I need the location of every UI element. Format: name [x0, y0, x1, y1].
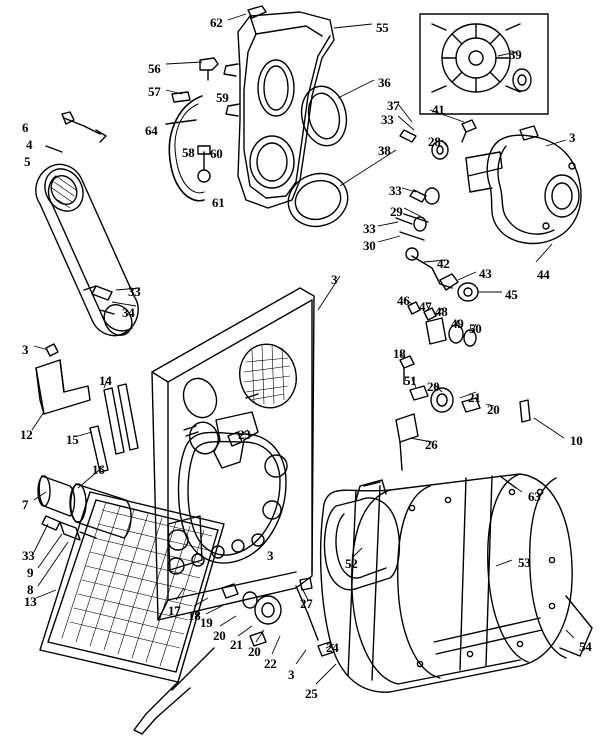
callout-number: 55 [376, 20, 389, 35]
callout-number: 20 [487, 402, 500, 417]
part-55-blower-duct [224, 12, 334, 208]
callout-number: 34 [122, 305, 135, 320]
callout-number: 33 [363, 221, 376, 236]
callout-number: 50 [469, 321, 482, 336]
callout-number: 49 [451, 316, 464, 331]
callout-number: 33 [128, 284, 141, 299]
callout-number: 3 [331, 272, 338, 287]
part-6-4-fasteners [46, 112, 106, 152]
callout-number: 47 [419, 299, 432, 314]
callout-number: 7 [22, 497, 29, 512]
callout-number: 33 [389, 183, 402, 198]
callout-number: 13 [24, 594, 37, 609]
part-8-9-33-fasteners-left [42, 516, 96, 540]
callout-number: 63 [528, 489, 541, 504]
callout-number: 33 [22, 548, 35, 563]
callout-number: 18 [188, 608, 201, 623]
callout-number: 4 [26, 137, 33, 152]
part-41-fastener [462, 120, 476, 142]
callout-number: 41 [432, 102, 445, 117]
callout-number: 6 [22, 120, 29, 135]
callout-number: 15 [66, 432, 79, 447]
callout-number: 12 [20, 427, 33, 442]
callout-number: 62 [210, 15, 223, 30]
callout-number: 20 [213, 628, 226, 643]
callout-number: 23 [238, 427, 251, 442]
callout-number: 36 [378, 75, 391, 90]
callout-number: 45 [505, 287, 518, 302]
callout-number: 18 [393, 346, 406, 361]
callout-number: 38 [378, 143, 391, 158]
callout-number: 58 [182, 145, 195, 160]
callout-number: 8 [27, 582, 34, 597]
callout-number: 60 [210, 146, 223, 161]
callout-number: 3 [569, 130, 576, 145]
callout-number: 19 [200, 615, 213, 630]
callout-number: 14 [99, 373, 112, 388]
part-44-motor-housing [466, 126, 581, 243]
callout-number: 56 [148, 61, 161, 76]
part-56-clip [200, 58, 218, 80]
callout-number: 29 [390, 204, 403, 219]
callout-number: 20 [248, 644, 261, 659]
callout-number: 33 [381, 112, 394, 127]
callout-number: 64 [145, 123, 158, 138]
callout-number: 28 [428, 134, 441, 149]
callout-number: 61 [212, 195, 225, 210]
callout-number: 37 [387, 98, 400, 113]
part-drum-assembly [321, 414, 592, 692]
callout-number: 52 [345, 556, 358, 571]
callout-number: 43 [479, 266, 492, 281]
callout-number: 22 [264, 656, 277, 671]
callout-number: 24 [326, 640, 339, 655]
callout-number: 30 [363, 238, 376, 253]
callout-number: 46 [397, 293, 410, 308]
callout-number: 10 [570, 433, 583, 448]
callout-number: 16 [92, 462, 105, 477]
callout-number: 27 [300, 596, 313, 611]
callout-number: 3 [267, 548, 274, 563]
callout-number: 3 [288, 667, 295, 682]
part-62-fastener [248, 6, 266, 18]
part-12-bracket [36, 344, 90, 414]
callout-number: 51 [404, 373, 417, 388]
callout-number: 39 [509, 47, 522, 62]
callout-number: 48 [435, 304, 448, 319]
callout-number: 53 [518, 555, 531, 570]
part-14-15-rods [90, 384, 138, 472]
callout-number: 26 [425, 437, 438, 452]
callout-number: 20 [427, 379, 440, 394]
callout-number: 5 [24, 154, 31, 169]
callout-number: 42 [437, 256, 450, 271]
part-18-51-20-21 [400, 356, 530, 422]
callout-number: 25 [305, 686, 318, 701]
callout-number: 54 [579, 639, 592, 654]
callout-number: 44 [537, 267, 550, 282]
callout-number: 59 [216, 90, 229, 105]
callout-number: 3 [22, 342, 29, 357]
part-39-blower-wheel [420, 14, 548, 117]
callout-number: 57 [148, 84, 161, 99]
callout-number: 21 [230, 637, 243, 652]
callout-number: 21 [468, 390, 481, 405]
callout-number: 17 [168, 603, 181, 618]
callout-number: 9 [27, 565, 34, 580]
